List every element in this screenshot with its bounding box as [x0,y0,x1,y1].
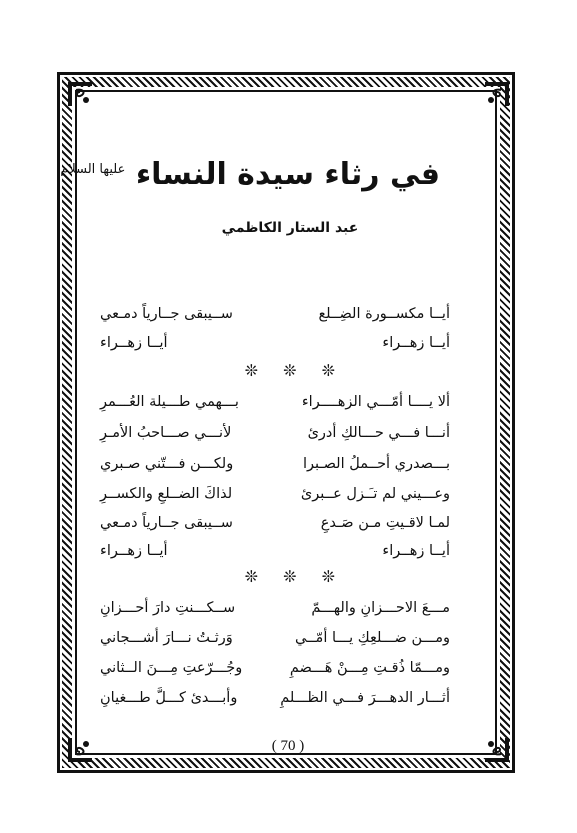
verse-first-hemistich: أيــا مكســورة الضِــلع [318,306,450,322]
corner-ornament-icon [483,80,511,108]
verse-first-hemistich: أيــا زهــراء [382,335,450,351]
stanza-separator: ❊ ❊ ❊ [244,567,346,586]
stanza-separator: ❊ ❊ ❊ [244,361,346,380]
verse-second-hemistich: ســكـــنتِ دارَ أحـــزانِ [100,600,236,616]
verse-first-hemistich: أيــا زهــراء [382,543,450,559]
verse [100,301,450,327]
poem-title-honorific: عليها السلام [60,162,126,177]
verse-first-hemistich: أنـــا فـــي حـــالكِ أدرئ [307,425,450,441]
verse-first-hemistich: ألا يــــا أمّـــي الزهــــراء [301,394,450,410]
verse-first-hemistich: وعـــيني لم تـَـزل عــبرئ [300,486,450,502]
verse [100,330,450,356]
verse-second-hemistich: لأنـــي صـــاحبُ الأمـرِ [100,425,232,441]
page-number: ( 70 ) [271,738,305,754]
verse [100,510,450,536]
verse-second-hemistich: وأبـــدئ كـــلَّ طـــغيانِ [100,690,238,706]
verse [100,451,450,477]
verse [100,420,450,446]
verse-first-hemistich: بـــصدري أحــملُ الصـبرا [302,456,450,472]
verse-first-hemistich: لمـا لاقـيتِ مـن صَـدعِ [320,515,450,531]
verse-first-hemistich: ومـــمّا ذُقـتِ مِـــنْ هَـــضمِ [289,660,450,676]
verse [100,655,450,681]
poem-title-text: في رثاء سيدة النساء [135,157,440,192]
verse-second-hemistich: ســيبقى جــارياً دمـعي [100,515,233,531]
verse [100,389,450,415]
verse [100,595,450,621]
verse-second-hemistich: أيــا زهــراء [100,335,168,351]
verse-second-hemistich: ســيبقى جــارياً دمـعي [100,306,233,322]
verse-second-hemistich: أيــا زهــراء [100,543,168,559]
verse [100,481,450,507]
verse [100,538,450,564]
verse-first-hemistich: مـــعَ الاحـــزانِ والهـــمّ [311,600,450,616]
verse [100,625,450,651]
poem-title [60,150,440,195]
verse-first-hemistich: ومـــن ضـــلعِكِ يـــا أمّــي [294,630,450,646]
poem-author: عبد الستار الكاظمي [221,220,359,236]
verse-second-hemistich: وَرثـتُ نـــارَ أشـــجاني [100,630,233,646]
corner-ornament-icon [66,736,94,764]
verse-second-hemistich: لذاكَ الضــلعِ والكســرِ [100,486,233,502]
verse [100,685,450,711]
corner-ornament-icon [483,736,511,764]
corner-ornament-icon [66,80,94,108]
verse-first-hemistich: أثـــار الدهـــرَ فـــي الظـــلمِ [280,690,450,706]
verse-second-hemistich: ولكـــن فـــتّني صـبري [100,456,234,472]
verse-second-hemistich: بـــهمي طـــيلة العُـــمرِ [100,394,239,410]
verse-second-hemistich: وجُـــرّعتِ مِـــنَ الــثاني [100,660,243,676]
